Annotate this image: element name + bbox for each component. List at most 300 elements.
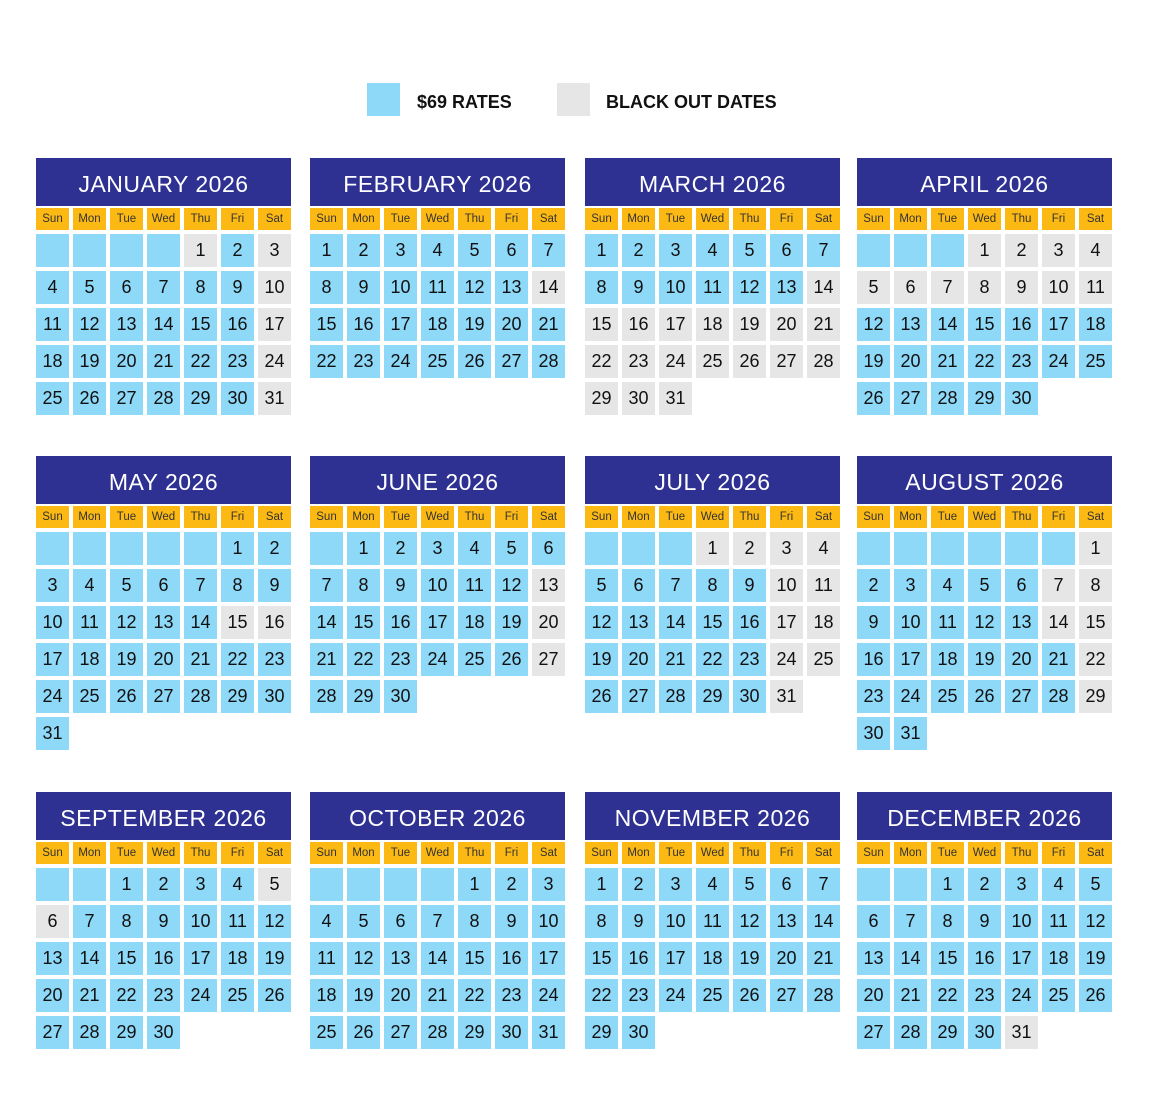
- blackout-day: 17: [659, 308, 692, 341]
- rate-day: 3: [36, 569, 69, 602]
- rate-day: 3: [421, 532, 454, 565]
- blackout-day: 23: [622, 345, 655, 378]
- rate-day: 20: [36, 979, 69, 1012]
- rate-day: 28: [147, 382, 180, 415]
- rate-day: 14: [421, 942, 454, 975]
- rate-day: 19: [495, 606, 528, 639]
- rate-day: 11: [696, 905, 729, 938]
- rate-day: 22: [696, 643, 729, 676]
- rate-day: 11: [310, 942, 343, 975]
- rate-day: 15: [931, 942, 964, 975]
- weekday-label: Tue: [931, 208, 964, 230]
- weekday-label: Thu: [733, 842, 766, 864]
- rate-day: 1: [110, 868, 143, 901]
- empty-cell: [73, 234, 106, 267]
- blackout-day: 6: [894, 271, 927, 304]
- rate-day: 23: [968, 979, 1001, 1012]
- rate-day: 26: [968, 680, 1001, 713]
- weekday-label: Sun: [857, 506, 890, 528]
- rate-day: 26: [458, 345, 491, 378]
- rate-day: 26: [110, 680, 143, 713]
- rate-day: 29: [968, 382, 1001, 415]
- rate-day: 28: [532, 345, 565, 378]
- rate-day: 18: [458, 606, 491, 639]
- rate-day: 12: [110, 606, 143, 639]
- rate-day: 5: [347, 905, 380, 938]
- rate-day: 16: [147, 942, 180, 975]
- month-march: [585, 158, 840, 415]
- weekday-label: Tue: [659, 842, 692, 864]
- weekday-header: [585, 842, 840, 864]
- rate-day: 30: [622, 1016, 655, 1049]
- weekday-label: Thu: [1005, 208, 1038, 230]
- rate-day: 22: [184, 345, 217, 378]
- rate-day: 10: [659, 271, 692, 304]
- rate-day: 29: [184, 382, 217, 415]
- rate-day: 19: [347, 979, 380, 1012]
- month-june: [310, 456, 565, 713]
- weekday-label: Mon: [894, 506, 927, 528]
- rate-day: 21: [931, 345, 964, 378]
- rate-day: 22: [968, 345, 1001, 378]
- rate-day: 25: [696, 979, 729, 1012]
- weekday-label: Thu: [458, 506, 491, 528]
- rate-day: 13: [384, 942, 417, 975]
- rate-day: 17: [1042, 308, 1075, 341]
- rate-day: 8: [221, 569, 254, 602]
- rate-day: 6: [1005, 569, 1038, 602]
- month-november: [585, 792, 840, 1049]
- rate-day: 7: [184, 569, 217, 602]
- blackout-day: 14: [532, 271, 565, 304]
- weekday-label: Tue: [931, 506, 964, 528]
- blackout-day: 8: [1079, 569, 1112, 602]
- weekday-label: Fri: [770, 506, 803, 528]
- weekday-label: Wed: [147, 506, 180, 528]
- blackout-day: 15: [221, 606, 254, 639]
- rate-day: 7: [73, 905, 106, 938]
- rate-day: 13: [110, 308, 143, 341]
- weekday-label: Fri: [770, 208, 803, 230]
- rate-day: 18: [696, 942, 729, 975]
- rate-day: 20: [894, 345, 927, 378]
- empty-cell: [931, 234, 964, 267]
- rate-day: 13: [770, 905, 803, 938]
- weekday-label: Mon: [73, 208, 106, 230]
- rate-day: 27: [1005, 680, 1038, 713]
- weekday-label: Wed: [147, 842, 180, 864]
- rate-day: 23: [622, 979, 655, 1012]
- month-title: DECEMBER 2026: [857, 792, 1112, 840]
- blackout-day: 5: [258, 868, 291, 901]
- weekday-header: [857, 208, 1112, 230]
- weekday-label: Mon: [73, 506, 106, 528]
- rate-day: 13: [36, 942, 69, 975]
- month-december: [857, 792, 1112, 1049]
- weekday-label: Sat: [258, 842, 291, 864]
- rate-day: 21: [807, 942, 840, 975]
- blackout-day: 6: [36, 905, 69, 938]
- blackout-day: 16: [258, 606, 291, 639]
- rate-day: 30: [733, 680, 766, 713]
- rate-day: 26: [733, 979, 766, 1012]
- rate-day: 31: [36, 717, 69, 750]
- weekday-label: Sat: [1079, 208, 1112, 230]
- month-january: [36, 158, 291, 415]
- rate-day: 3: [659, 868, 692, 901]
- weekday-label: Tue: [384, 842, 417, 864]
- weekday-label: Mon: [347, 208, 380, 230]
- rate-day: 30: [1005, 382, 1038, 415]
- rate-day: 14: [894, 942, 927, 975]
- rate-day: 1: [931, 868, 964, 901]
- weekday-label: Thu: [458, 842, 491, 864]
- rate-day: 26: [585, 680, 618, 713]
- blackout-day: 15: [1079, 606, 1112, 639]
- blackout-day: 28: [807, 345, 840, 378]
- weekday-header: [310, 208, 565, 230]
- rate-day: 24: [184, 979, 217, 1012]
- blackout-day: 9: [1005, 271, 1038, 304]
- rate-day: 11: [696, 271, 729, 304]
- rate-day: 12: [495, 569, 528, 602]
- rate-day: 12: [733, 905, 766, 938]
- blackout-day: 11: [1079, 271, 1112, 304]
- rate-day: 28: [1042, 680, 1075, 713]
- blackout-day: 1: [184, 234, 217, 267]
- rate-day: 20: [622, 643, 655, 676]
- rate-day: 17: [659, 942, 692, 975]
- weekday-label: Fri: [221, 208, 254, 230]
- rate-day: 24: [659, 979, 692, 1012]
- rate-day: 3: [1005, 868, 1038, 901]
- rate-day: 1: [585, 234, 618, 267]
- rate-day: 29: [931, 1016, 964, 1049]
- rate-day: 16: [1005, 308, 1038, 341]
- rate-day: 22: [110, 979, 143, 1012]
- rate-day: 25: [1079, 345, 1112, 378]
- blackout-day: 30: [622, 382, 655, 415]
- rate-day: 2: [857, 569, 890, 602]
- rate-day: 23: [221, 345, 254, 378]
- rate-day: 24: [421, 643, 454, 676]
- rate-day: 19: [110, 643, 143, 676]
- blackout-day: 24: [770, 643, 803, 676]
- weekday-label: Sat: [532, 842, 565, 864]
- weekday-label: Wed: [147, 208, 180, 230]
- rate-day: 5: [110, 569, 143, 602]
- rate-day: 16: [857, 643, 890, 676]
- rate-day: 15: [696, 606, 729, 639]
- rate-day: 27: [857, 1016, 890, 1049]
- blackout-day: 16: [622, 308, 655, 341]
- weekday-header: [310, 842, 565, 864]
- rate-day: 2: [384, 532, 417, 565]
- month-april: [857, 158, 1112, 415]
- rate-day: 12: [73, 308, 106, 341]
- empty-cell: [931, 532, 964, 565]
- rate-day: 21: [147, 345, 180, 378]
- rate-day: 6: [495, 234, 528, 267]
- rate-day: 8: [347, 569, 380, 602]
- rate-day: 15: [110, 942, 143, 975]
- rates-swatch: [367, 83, 400, 116]
- blackout-label: BLACK OUT DATES: [606, 92, 777, 112]
- blackout-day: 13: [532, 569, 565, 602]
- rate-day: 25: [421, 345, 454, 378]
- rate-day: 14: [73, 942, 106, 975]
- empty-cell: [310, 532, 343, 565]
- rate-day: 18: [310, 979, 343, 1012]
- rate-day: 9: [622, 271, 655, 304]
- rate-day: 20: [110, 345, 143, 378]
- rate-day: 8: [110, 905, 143, 938]
- rate-day: 12: [347, 942, 380, 975]
- weekday-label: Thu: [1005, 506, 1038, 528]
- rate-day: 1: [310, 234, 343, 267]
- rate-day: 26: [857, 382, 890, 415]
- rate-day: 6: [384, 905, 417, 938]
- rate-day: 29: [347, 680, 380, 713]
- blackout-day: 31: [258, 382, 291, 415]
- empty-cell: [894, 868, 927, 901]
- blackout-day: 5: [857, 271, 890, 304]
- rate-day: 10: [532, 905, 565, 938]
- weekday-header: [36, 842, 291, 864]
- empty-cell: [147, 532, 180, 565]
- month-august: [857, 456, 1112, 750]
- weekday-label: Tue: [110, 842, 143, 864]
- blackout-day: 3: [258, 234, 291, 267]
- blackout-day: 27: [770, 345, 803, 378]
- weekday-label: Fri: [495, 208, 528, 230]
- rate-day: 2: [147, 868, 180, 901]
- weekday-label: Thu: [184, 842, 217, 864]
- rate-day: 9: [347, 271, 380, 304]
- month-title: FEBRUARY 2026: [310, 158, 565, 206]
- rate-day: 3: [659, 234, 692, 267]
- rate-day: 23: [258, 643, 291, 676]
- empty-cell: [857, 532, 890, 565]
- blackout-day: 17: [770, 606, 803, 639]
- rate-day: 4: [310, 905, 343, 938]
- weekday-label: Thu: [184, 208, 217, 230]
- rate-day: 9: [857, 606, 890, 639]
- rate-day: 14: [310, 606, 343, 639]
- rate-day: 29: [221, 680, 254, 713]
- rate-day: 14: [931, 308, 964, 341]
- rate-day: 14: [147, 308, 180, 341]
- rate-day: 17: [36, 643, 69, 676]
- rate-day: 11: [1042, 905, 1075, 938]
- rate-day: 18: [1079, 308, 1112, 341]
- empty-cell: [421, 868, 454, 901]
- day-grid: [36, 234, 291, 415]
- rate-day: 15: [585, 942, 618, 975]
- rate-day: 24: [894, 680, 927, 713]
- rate-day: 17: [894, 643, 927, 676]
- rate-day: 19: [857, 345, 890, 378]
- rate-day: 8: [696, 569, 729, 602]
- month-title: OCTOBER 2026: [310, 792, 565, 840]
- empty-cell: [147, 234, 180, 267]
- empty-cell: [384, 868, 417, 901]
- rate-day: 26: [495, 643, 528, 676]
- rate-day: 27: [110, 382, 143, 415]
- weekday-label: Tue: [384, 208, 417, 230]
- rate-day: 6: [770, 868, 803, 901]
- weekday-header: [585, 506, 840, 528]
- month-september: [36, 792, 291, 1049]
- empty-cell: [622, 532, 655, 565]
- blackout-day: 3: [770, 532, 803, 565]
- weekday-label: Wed: [696, 208, 729, 230]
- rate-day: 19: [258, 942, 291, 975]
- weekday-label: Wed: [696, 842, 729, 864]
- weekday-header: [857, 506, 1112, 528]
- rate-day: 27: [622, 680, 655, 713]
- rate-day: 2: [347, 234, 380, 267]
- weekday-label: Mon: [622, 506, 655, 528]
- rate-day: 23: [384, 643, 417, 676]
- rate-day: 24: [1042, 345, 1075, 378]
- rate-day: 29: [458, 1016, 491, 1049]
- rate-day: 17: [1005, 942, 1038, 975]
- rate-day: 13: [857, 942, 890, 975]
- empty-cell: [184, 532, 217, 565]
- empty-cell: [1042, 532, 1075, 565]
- month-title: JULY 2026: [585, 456, 840, 504]
- rate-day: 12: [1079, 905, 1112, 938]
- rate-day: 26: [1079, 979, 1112, 1012]
- empty-cell: [894, 532, 927, 565]
- month-title: MAY 2026: [36, 456, 291, 504]
- rate-day: 4: [221, 868, 254, 901]
- rate-day: 22: [931, 979, 964, 1012]
- rate-day: 18: [1042, 942, 1075, 975]
- rate-day: 8: [458, 905, 491, 938]
- rate-day: 24: [532, 979, 565, 1012]
- rate-day: 7: [532, 234, 565, 267]
- day-grid: [857, 532, 1112, 750]
- rate-day: 15: [968, 308, 1001, 341]
- rate-day: 10: [184, 905, 217, 938]
- weekday-label: Sat: [807, 208, 840, 230]
- weekday-label: Tue: [659, 506, 692, 528]
- empty-cell: [1005, 532, 1038, 565]
- weekday-label: Sun: [310, 208, 343, 230]
- rate-day: 16: [622, 942, 655, 975]
- blackout-day: 31: [659, 382, 692, 415]
- month-july: [585, 456, 840, 713]
- blackout-day: 11: [807, 569, 840, 602]
- weekday-label: Tue: [659, 208, 692, 230]
- rate-day: 27: [36, 1016, 69, 1049]
- blackout-day: 15: [585, 308, 618, 341]
- blackout-day: 7: [931, 271, 964, 304]
- weekday-label: Fri: [1042, 208, 1075, 230]
- weekday-label: Fri: [770, 842, 803, 864]
- rate-day: 18: [36, 345, 69, 378]
- rate-day: 21: [1042, 643, 1075, 676]
- weekday-header: [310, 506, 565, 528]
- rate-day: 25: [1042, 979, 1075, 1012]
- rate-day: 1: [585, 868, 618, 901]
- month-title: SEPTEMBER 2026: [36, 792, 291, 840]
- weekday-label: Wed: [421, 208, 454, 230]
- weekday-label: Sun: [857, 842, 890, 864]
- rate-day: 21: [421, 979, 454, 1012]
- rate-day: 15: [310, 308, 343, 341]
- month-february: [310, 158, 565, 378]
- rate-day: 23: [495, 979, 528, 1012]
- rate-day: 19: [1079, 942, 1112, 975]
- rate-day: 23: [147, 979, 180, 1012]
- month-may: [36, 456, 291, 750]
- rate-day: 28: [807, 979, 840, 1012]
- blackout-day: 29: [1079, 680, 1112, 713]
- rate-day: 13: [147, 606, 180, 639]
- rate-day: 19: [733, 942, 766, 975]
- rate-day: 22: [347, 643, 380, 676]
- weekday-label: Mon: [347, 506, 380, 528]
- weekday-label: Sat: [532, 208, 565, 230]
- rate-day: 11: [221, 905, 254, 938]
- rate-day: 16: [733, 606, 766, 639]
- rate-day: 15: [347, 606, 380, 639]
- month-title: AUGUST 2026: [857, 456, 1112, 504]
- rate-day: 3: [894, 569, 927, 602]
- rate-day: 5: [1079, 868, 1112, 901]
- weekday-label: Sun: [585, 842, 618, 864]
- rate-day: 9: [258, 569, 291, 602]
- empty-cell: [968, 532, 1001, 565]
- weekday-header: [36, 506, 291, 528]
- blackout-day: 21: [807, 308, 840, 341]
- weekday-label: Mon: [894, 842, 927, 864]
- blackout-day: 1: [696, 532, 729, 565]
- rate-day: 30: [221, 382, 254, 415]
- weekday-label: Sun: [36, 842, 69, 864]
- rate-day: 5: [585, 569, 618, 602]
- weekday-label: Sat: [807, 506, 840, 528]
- blackout-day: 26: [733, 345, 766, 378]
- rate-day: 10: [659, 905, 692, 938]
- rate-day: 4: [73, 569, 106, 602]
- rate-day: 25: [36, 382, 69, 415]
- blackout-day: 24: [258, 345, 291, 378]
- rate-day: 10: [36, 606, 69, 639]
- rate-day: 11: [931, 606, 964, 639]
- weekday-label: Mon: [622, 208, 655, 230]
- day-grid: [310, 868, 565, 1049]
- rate-day: 16: [384, 606, 417, 639]
- day-grid: [585, 868, 840, 1049]
- rate-day: 21: [532, 308, 565, 341]
- rate-day: 5: [458, 234, 491, 267]
- rate-day: 7: [147, 271, 180, 304]
- rate-day: 12: [968, 606, 1001, 639]
- rate-day: 11: [73, 606, 106, 639]
- rate-day: 5: [733, 234, 766, 267]
- rate-day: 13: [622, 606, 655, 639]
- weekday-label: Fri: [495, 506, 528, 528]
- rate-day: 5: [495, 532, 528, 565]
- rate-day: 31: [894, 717, 927, 750]
- rate-day: 2: [495, 868, 528, 901]
- rate-day: 18: [221, 942, 254, 975]
- rate-day: 3: [532, 868, 565, 901]
